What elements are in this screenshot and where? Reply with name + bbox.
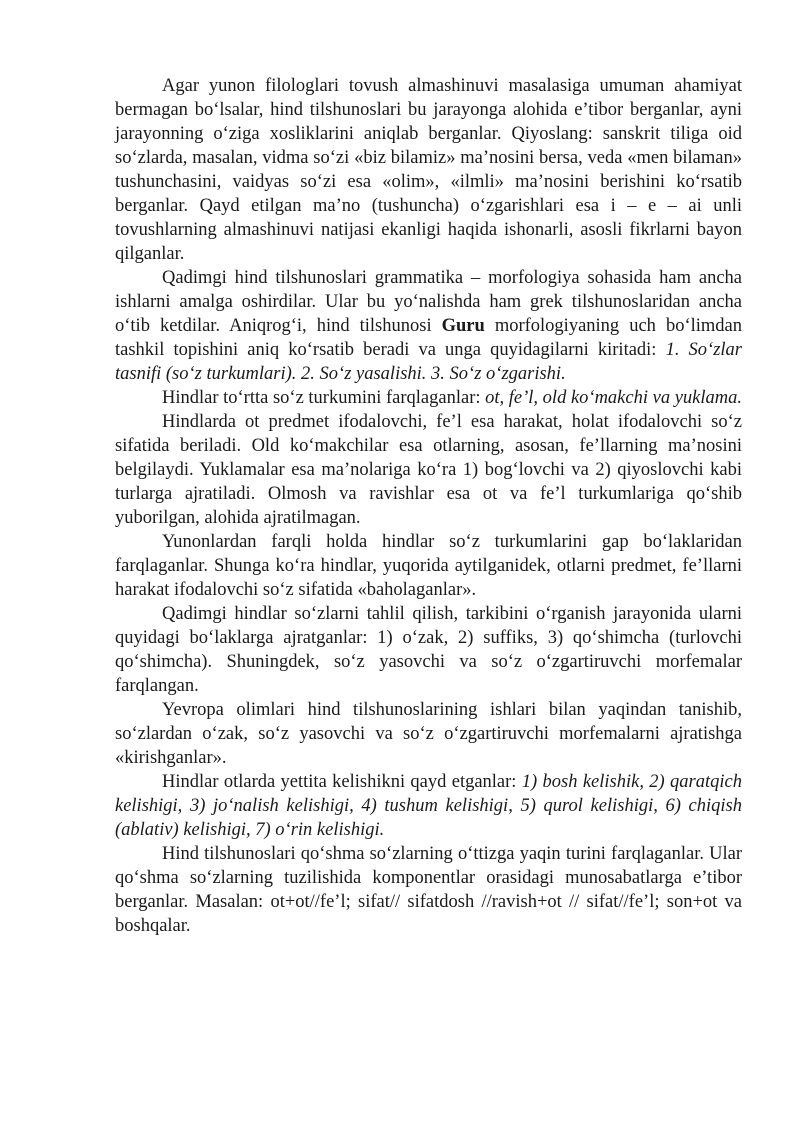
- paragraph-text: Yunonlardan farqli holda hindlar so‘z turkumlarini gap bo‘laklaridan farqlaganlar. Shunga ko‘ra hindlar, yuqorida aytilganidek, otlarni predmet, fe’llarni harakat ifodalovchi so‘z sifatida «baholaganlar».: [115, 532, 742, 600]
- paragraph-text: Yevropa olimlari hind tilshunoslarining ishlari bilan yaqindan tanishib, so‘zlardan o‘zak, so‘z yasovchi va so‘z o‘zgartiruvchi morfemalarni ajratishga «kirishganlar».: [115, 700, 742, 768]
- paragraph-sentence-parts: [115, 530, 742, 602]
- paragraph-morphology: [115, 266, 742, 386]
- paragraph-text: Hindlar otlarda yettita kelishikni qayd etganlar:: [162, 772, 522, 792]
- paragraph-vowel-alternation: [115, 74, 742, 266]
- paragraph-text: Qadimgi hind tilshunoslari grammatika – morfologiya sohasida ham ancha ishlarni amalga oshirdilar. Ular bu yo‘nalishda ham grek tilshunoslaridan ancha o‘tib ketdilar. Aniqrog‘i, hind tilshunosi: [115, 268, 742, 336]
- paragraph-text: morfologiyaning uch bo‘limdan tashkil topishini aniq ko‘rsatib beradi va unga quyidagilarni kiritadi:: [115, 316, 742, 360]
- paragraph-text: Hindlarda ot predmet ifodalovchi, fe’l esa harakat, holat ifodalovchi so‘z sifatida beriladi. Old ko‘makchilar esa otlarning, asosan, fe’llarning ma’nosini belgilaydi. Yuklamalar esa ma’nolariga ko‘ra 1) bog‘lovchi va 2) qiyoslovchi kabi turlarga ajratiladi. Olmosh va ravishlar esa ot va fe’l turkumlariga qo‘shib yuborilgan, alohida ajratilmagan.: [115, 412, 742, 528]
- paragraph-text: Hindlar to‘rtta so‘z turkumini farqlaganlar:: [162, 388, 486, 408]
- paragraph-word-analysis: [115, 602, 742, 698]
- paragraph-text: Agar yunon filologlari tovush almashinuvi masalasiga umuman ahamiyat bermagan bo‘lsalar, hind tilshunoslari bu jarayonga alohida e’tibor berganlar, ayni jarayonning o‘ziga xosliklarini aniqlab berganlar. Qiyoslang: sanskrit tiliga oid so‘zlarda, masalan, vidma so‘zi «biz bilamiz» ma’nosini bersa, veda «men bilaman» tushunchasini, vaidyas so‘zi esa «olim», «ilmli» ma’nosini berishini ko‘rsatib berganlar. Qayd etilgan ma’no (tushuncha) o‘zgarishlari esa i – e – ai unli tovushlarning almashinuvi natijasi ekanligi haqida ishonarli, asosli fikrlarni bayon qilganlar.: [115, 76, 742, 264]
- paragraph-word-classes: [115, 386, 742, 410]
- paragraph-cases: [115, 770, 742, 842]
- italic-cases-list: 1) bosh kelishik, 2) qaratqich kelishigi, 3) jo‘nalish kelishigi, 4) tushum kelishigi, 5) qurol kelishigi, 6) chiqish (ablativ) kelishigi, 7) o‘rin kelishigi.: [115, 772, 742, 840]
- italic-word-classes-list: ot, fe’l, old ko‘makchi va yuklama.: [485, 388, 742, 408]
- document-page: [115, 74, 742, 938]
- bold-term-guru: Guru: [441, 316, 485, 336]
- paragraph-noun-verb: [115, 410, 742, 530]
- italic-morphology-parts: 1. So‘zlar tasnifi (so‘z turkumlari). 2. So‘z yasalishi. 3. So‘z o‘zgarishi.: [115, 340, 742, 384]
- paragraph-text: Qadimgi hindlar so‘zlarni tahlil qilish, tarkibini o‘rganish jarayonida ularni quyidagi bo‘laklarga ajratganlar: 1) o‘zak, 2) suffiks, 3) qo‘shimcha (turlovchi qo‘shimcha). Shuningdek, so‘z yasovchi va so‘z o‘zgartiruvchi morfemalar farqlangan.: [115, 604, 742, 696]
- paragraph-european-scholars: [115, 698, 742, 770]
- paragraph-compound-words: [115, 842, 742, 938]
- paragraph-text: Hind tilshunoslari qo‘shma so‘zlarning o‘ttizga yaqin turini farqlaganlar. Ular qo‘shma so‘zlarning tuzilishida komponentlar orasidagi munosabatlarga e’tibor berganlar. Masalan: ot+ot//fe’l; sifat// sifatdosh //ravish+ot // sifat//fe’l; son+ot va boshqalar.: [115, 844, 742, 936]
